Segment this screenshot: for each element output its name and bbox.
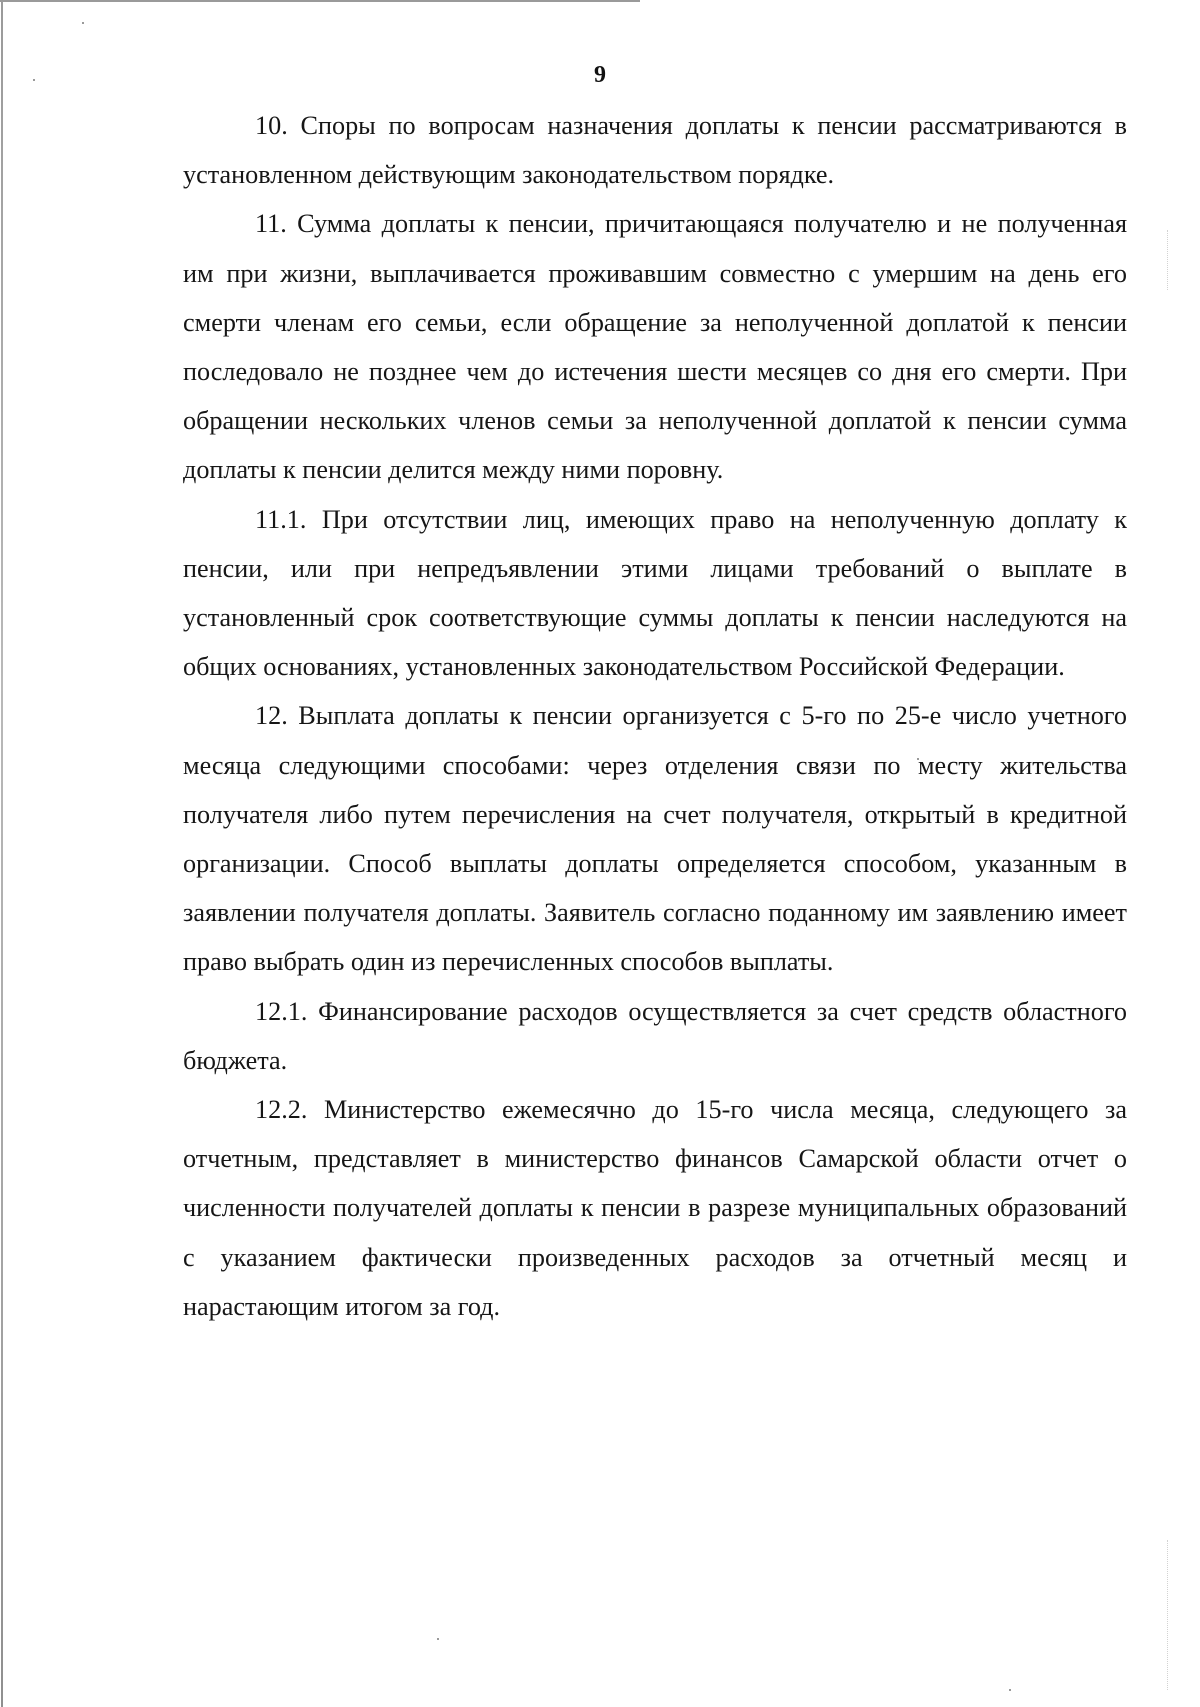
scan-edge-left xyxy=(1,0,3,1707)
scan-speck xyxy=(1009,1689,1011,1691)
page-number: 9 xyxy=(594,62,606,88)
scan-speck xyxy=(82,22,84,24)
paragraph-11-1: 11.1. При отсутствии лиц, имеющих право на неполученную доплату к пенсии, или при непредъявлении этими лицами требований о выплате в установленный срок соответствующие суммы доплаты к пенсии наследуются на общих основаниях, установленных законодательством Российской Федерации. xyxy=(183,504,1127,682)
paragraph-12: 12. Выплата доплаты к пенсии организуется с 5-го по 25-е число учетного месяца следующими способами: через отделения связи по месту жительства получателя либо путем перечисления на счет получателя, открытый в кредитной организации. Способ выплаты доплаты определяется способом, указанным в заявлении получателя доплаты. Заявитель согласно поданному им заявлению имеет право выбрать один из перечисленных способов выплаты. xyxy=(183,701,1127,977)
document-body xyxy=(183,101,1127,1331)
scan-speck xyxy=(437,1638,439,1640)
paragraph-12-2: 12.2. Министерство ежемесячно до 15-го числа месяца, следующего за отчетным, представляет в министерство финансов Самарской области отчет о численности получателей доплаты к пенсии в разрезе муниципальных образований с указанием фактически произведенных расходов за отчетный месяц и нарастающим итогом за год. xyxy=(183,1095,1127,1321)
scan-edge-top xyxy=(0,0,640,2)
paragraph-12-1: 12.1. Финансирование расходов осуществляется за счет средств областного бюджета. xyxy=(183,996,1127,1075)
scan-edge-noise xyxy=(1167,230,1182,290)
scan-edge-noise xyxy=(1167,1540,1182,1690)
paragraph-11: 11. Сумма доплаты к пенсии, причитающаяся получателю и не полученная им при жизни, выплачивается проживавшим совместно с умершим на день его смерти членам его семьи, если обращение за неполученной доплатой к пенсии последовало не позднее чем до истечения шести месяцев со дня его смерти. При обращении нескольких членов семьи за неполученной доплатой к пенсии сумма доплаты к пенсии делится между ними поровну. xyxy=(183,209,1127,485)
paragraph-10: 10. Споры по вопросам назначения доплаты к пенсии рассматриваются в установленном действующим законодательством порядке. xyxy=(183,111,1127,190)
